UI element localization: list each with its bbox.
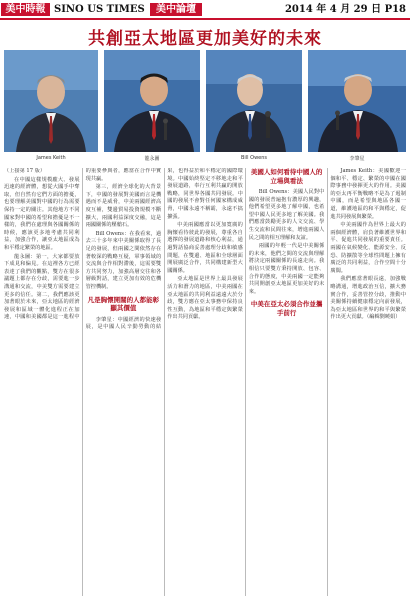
paragraph: James Keith：美國歡迎一個和平、穩定、繁榮的中國在國際事務中發揮更大的作用。美國的亞太再平衡戰略不是為了遏制中國，而是希望與地區各國一道，維護地區的和平與穩定，促進共同發展與繁榮。 [330,168,406,220]
subheading-2: 美國人如何看待中國人的立場與看法 [250,168,323,185]
photo-caption-3: Bill Owens [240,155,268,161]
paragraph: 亞太地區是世界上最具發展活力和潛力的地區，中美兩國在亞太地區的共同利益遠遠大於分歧，雙方應在亞太事務中保持良性互動，為地區和平穩定與繁榮作出共同貢獻。 [167,276,243,321]
paragraph: 中美兩國應當以更加寬廣的胸懷看待彼此的發展，尊重各自選擇的發展道路和核心利益，通過對話協商妥善處理分歧和敏感問題，在雙邊、地區和全球層面開展廣泛合作，共同構建新型大國關係。 [167,222,243,274]
paragraph: Bill Owens：在我看來，過去三十多年來中美關係取得了長足的發展，但兩國之間依然存在著較深的戰略互疑，軍事領域的交流與合作相對滯後，這需要雙方共同努力，加強高層交往和各層級對話，建立更加有效的危機管控機制。 [85,230,162,290]
paragraph: 李肇星：中國經濟的快速發展，是中國人民辛勤勞動的結果，也得益於和平穩定的國際環境。中國始終堅定不移地走和平發展道路，奉行互利共贏的開放戰略，同世界各國共同發展。中國的發展不會對任何國家構成威脅，中國永遠不稱霸，永遠不搞擴張。 [85,168,243,331]
speaker-photo-3 [206,50,302,152]
speaker-photo-4 [308,50,406,152]
article-body [4,168,406,596]
byline: （上接第 17 版） [4,168,46,174]
photo-caption-2: 龍永圖 [144,156,160,162]
section-label: 美中論壇 [150,3,202,16]
speaker-photo-2 [104,50,200,152]
paragraph: 第三，經濟全球化的大背景下，中國的發展對美國而言是機遇而不是威脅，中美兩國經濟高度互補，雙邊貿易投資規模不斷擴大，兩國利益深度交融，這是兩國關係的壓艙石。 [85,184,162,229]
paragraph: Bill Owens：美國人民對中國的發展普遍抱有濃厚的興趣，他們希望更多地了解中國，也希望中國人民更多地了解美國。我們應當鼓勵更多的人文交流、學生交流和民間往來，增進兩國人民之間的相互理解和友誼。 [248,189,325,241]
paragraph: 龍永圖：第一，大家都要放下成見和偏見。在這裡各方已經表達了我們的觀點，雙方在很多議題上都存在分歧，需要進一步溝通和交流，中美雙方需要建立更多的信任。第二，我們應該更加著眼於未來，亞太地區的經濟發展和區域一體化進程正在加速，中國和美國都是這一進程中的重要參與者，應當在合作中實現共贏。 [4,168,162,321]
paragraph: 中美兩國作為世界上最大的兩個經濟體，肩負著維護世界和平、促進共同發展的重要責任。兩國在氣候變化、能源安全、反恐、防擴散等全球性問題上擁有廣泛的共同利益，合作空間十分廣闊。 [330,222,406,274]
paragraph: 我們應當著眼長遠，加強戰略溝通，增進政治互信，擴大務實合作，妥善管控分歧，推動中美關係持續健康穩定向前發展，為亞太地區和世界的和平與繁榮作出更大貢獻。（編輯劉曉娟） [330,276,406,321]
paragraph: 兩國的年輕一代是中美關係的未來，他們之間的交流與理解將決定兩國關係的長遠走向。我相信只要雙方秉持開放、包容、合作的態度，中美兩國一定能夠共同開創亞太地區更加美好的未來。 [248,243,325,295]
photo-caption-1: James Keith [36,155,66,161]
headline: 共創亞太地區更加美好的未來 [88,29,322,49]
paragraph: 在中國這樣規模龐大、發展迅速的經濟體，想從大國手中奪取，但自然有它們方面的擔憂，也要理解美國對中國的行為需要保持一定的關注。其他地方不同國家對中國的希望和擔憂是不一樣的，我們在處理與各國關係的時候，應該更多地考慮共同利益，加強合作，讓亞太地區成為和平穩定繁榮的地區。 [4,176,80,251]
photo-caption-4: 李肇星 [349,156,365,162]
date-page-number: 2014 年 4 月 29 日 P18 [284,4,406,15]
masthead-divider [0,18,410,20]
brand-english: SINO US TIMES [54,4,145,15]
subheading-3: 中美在亞太必須合作並攜手前行 [250,300,323,317]
speaker-photo-1 [4,50,98,152]
subheading-1: 凡是胸懷開闊的人都能彰顯其價值 [87,295,160,312]
brand-logo: 美中時報 [1,3,50,16]
